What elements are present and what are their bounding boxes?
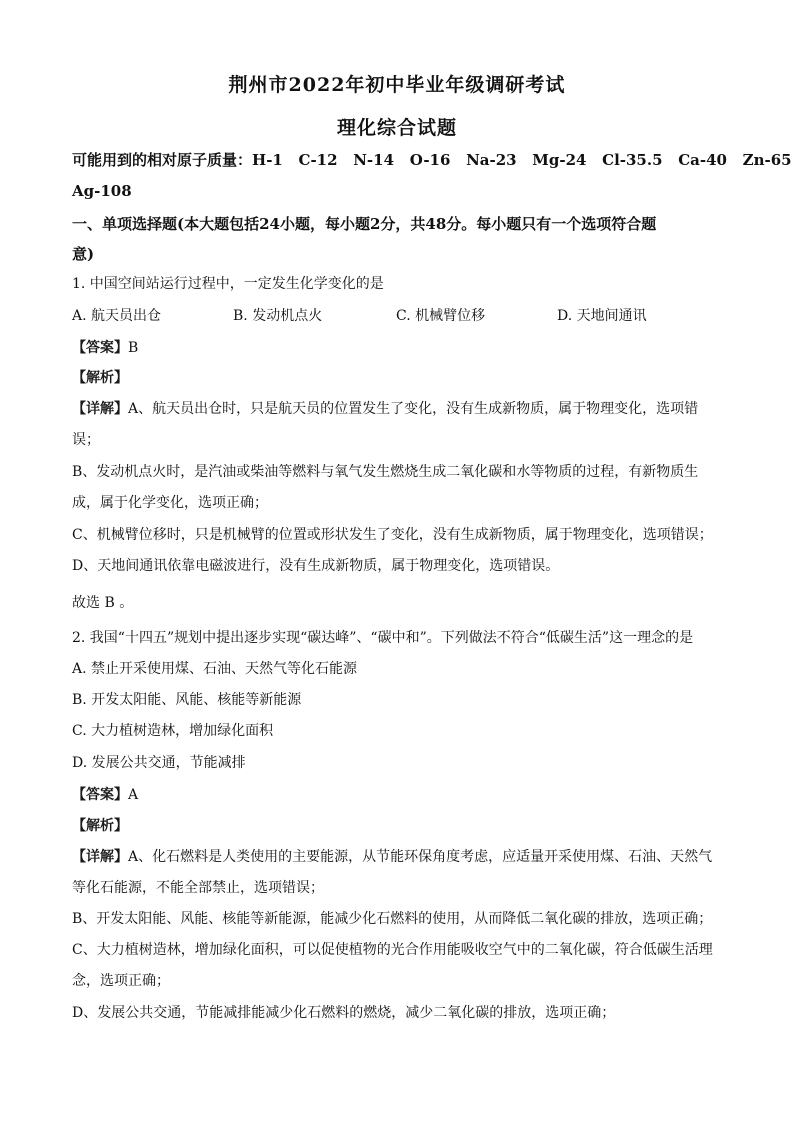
q1-explanation-a: 【详解】A、航天员出仓时，只是航天员的位置发生了变化，没有生成新物质，属于物理变化，选项错 [72,401,699,417]
q2-answer-tag: 【答案】 [72,787,128,803]
q2-answer [72,785,722,805]
q1-answer [72,338,722,358]
q1-conclusion: 故选 B 。 [72,595,134,611]
q2-explanation-d: D、发展公共交通，节能减排能减少化石燃料的燃烧，减少二氧化碳的排放，选项正确； [72,1005,616,1021]
q2-answer-value: A [128,787,139,803]
q2-stem: 2. 我国“十四五”规划中提出逐步实现“碳达峰”、“碳中和”。下列做法不符合“低碳生活”这一理念的是 [72,630,694,646]
q1-explanation-b: B、发动机点火时，是汽油或柴油等燃料与氧气发生燃烧生成二氧化碳和水等物质的过程，有新物质生 [72,464,699,480]
q1-option-b: B. 发动机点火 [233,308,323,324]
q1-explanation-a-cont: 误； [72,432,100,448]
q1-explanation-c: C、机械臂位移时，只是机械臂的位置或形状发生了变化，没有生成新物质，属于物理变化，选项错误； [72,527,713,543]
q1-option-c: C. 机械臂位移 [396,308,486,324]
q2-explanation-a-cont: 等化石能源，不能全部禁止，选项错误； [72,880,324,896]
q2-detail-tag: 【详解】 [72,849,128,865]
q2-option-a: A. 禁止开采使用煤、石油、天然气等化石能源 [72,661,358,677]
q1-explanation-b-cont: 成，属于化学变化，选项正确； [72,495,268,511]
q2-option-c: C. 大力植树造林，增加绿化面积 [72,723,274,739]
q2-explanation-a: 【详解】A、化石燃料是人类使用的主要能源，从节能环保角度考虑，应适量开采使用煤、石油、天然气 [72,849,713,865]
q2-option-b: B. 开发太阳能、风能、核能等新能源 [72,692,302,708]
q1-answer-tag: 【答案】 [72,340,128,356]
section-heading: 一、单项选择题(本大题包括24小题，每小题2分，共48分。每小题只有一个选项符合题 [72,215,657,233]
q1-answer-value: B [128,340,139,356]
q1-option-a: A. 航天员出仓 [72,308,162,324]
atomic-mass-list: H-1 C-12 N-14 O-16 Na-23 Mg-24 Cl-35.5 Ca-40 Zn-65 [252,151,792,169]
q2-analysis-tag: 【解析】 [72,818,128,834]
section-heading-cont: 意) [72,245,95,263]
q2-explanation-b: B、开发太阳能、风能、核能等新能源，能减少化石燃料的使用，从而降低二氧化碳的排放，选项正确； [72,911,713,927]
q1-explanation-d: D、天地间通讯依靠电磁波进行，没有生成新物质，属于物理变化，选项错误。 [72,558,560,574]
atomic-mass-label: 可能用到的相对原子质量： [72,151,253,169]
atomic-mass-line [72,150,792,170]
q1-detail-tag: 【详解】 [72,401,128,417]
exam-title: 荆州市2022年初中毕业年级调研考试 [228,74,566,96]
q2-option-d: D. 发展公共交通，节能减排 [72,755,246,771]
q2-explanation-c: C、大力植树造林，增加绿化面积，可以促使植物的光合作用能吸收空气中的二氧化碳，符合低碳生活理 [72,942,713,958]
q1-stem: 1. 中国空间站运行过程中，一定发生化学变化的是 [72,276,384,292]
q2-explanation-c-cont: 念，选项正确； [72,973,170,989]
atomic-mass-cont: Ag-108 [72,182,132,200]
exam-subtitle: 理化综合试题 [336,117,457,139]
q1-analysis-tag: 【解析】 [72,370,128,386]
q1-option-d: D. 天地间通讯 [557,308,647,324]
